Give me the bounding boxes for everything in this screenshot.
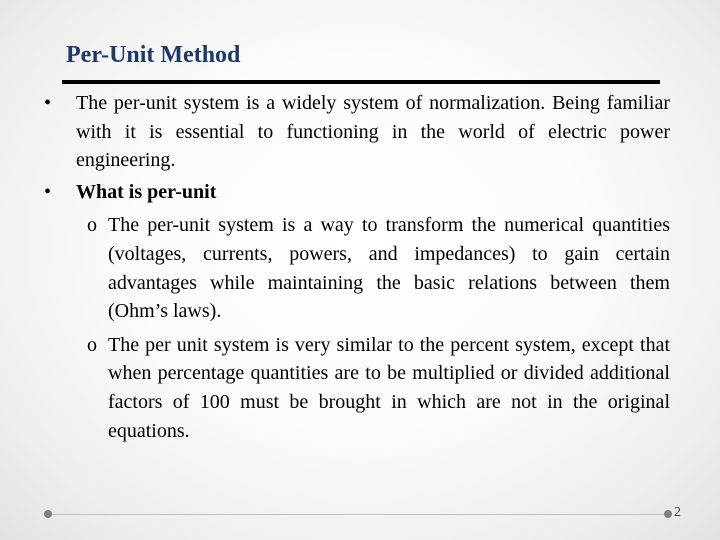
bullet-marker: • bbox=[44, 180, 52, 203]
footer-dot-right bbox=[664, 510, 672, 518]
bullet-marker: • bbox=[44, 92, 52, 114]
title-underline bbox=[62, 80, 660, 84]
slide-content bbox=[30, 89, 670, 445]
sub-bullet-marker: o bbox=[87, 333, 97, 356]
sub-bullet-text: The per unit system is very similar to the percent system, except that when percentage quantities are to be multiplied or divided additional factors of 100 must be brought in which are not in the original equations. bbox=[108, 333, 670, 442]
sub-bullet-text: The per-unit system is a way to transform the numerical quantities (voltages, currents, powers, and impedances) to gain certain advantages while maintaining the basic relations between them (Ohm’s laws). bbox=[108, 214, 670, 323]
sub-bullet-marker: o bbox=[87, 214, 97, 237]
page-number: 2 bbox=[674, 505, 681, 520]
bullet-text: The per-unit system is a widely system of normalization. Being familiar with it is essential to functioning in the world of electric power engineering. bbox=[76, 92, 670, 172]
bullet-item bbox=[30, 178, 670, 207]
bullet-item bbox=[30, 89, 670, 175]
sub-bullet-item bbox=[30, 211, 670, 325]
sub-bullet-item bbox=[30, 331, 670, 445]
footer-dot-left bbox=[44, 510, 52, 518]
footer-divider bbox=[48, 514, 668, 515]
bullet-text: What is per-unit bbox=[76, 180, 217, 203]
slide-title: Per-Unit Method bbox=[66, 42, 241, 68]
